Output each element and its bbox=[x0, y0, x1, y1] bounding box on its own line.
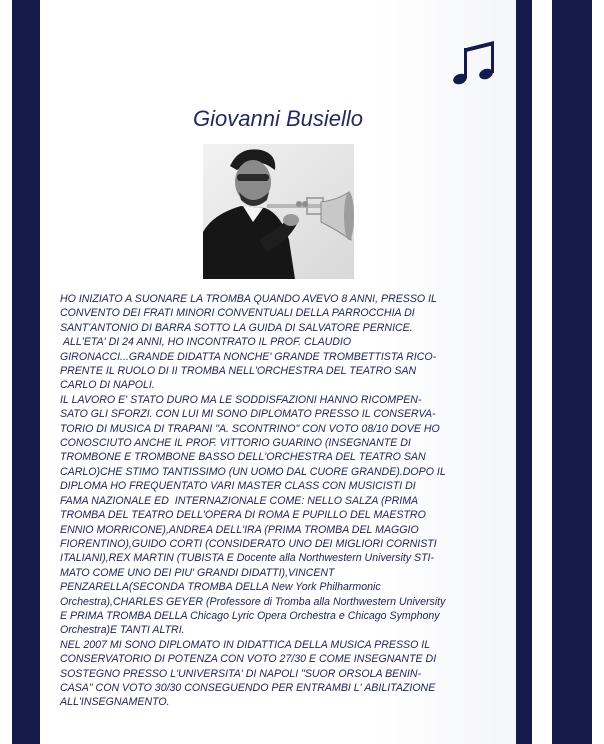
page-title: Giovanni Busiello bbox=[193, 106, 363, 131]
bio-line: CARLO)CHE STIMO TANTISSIMO (UN UOMO DAL CUORE GRANDE).DOPO IL bbox=[60, 465, 446, 478]
bio-line: TROMBA DEL TEATRO DELL'OPERA DI ROMA E PUPILLO DEL MAESTRO bbox=[60, 509, 426, 522]
bio-line: IL LAVORO E' STATO DURO MA LE SODDISFAZIONI HANNO RICOMPEN- bbox=[60, 393, 422, 406]
bio-line: DIPLOMA HO FREQUENTATO VARI MASTER CLASS CON MUSICISTI DI bbox=[60, 480, 416, 493]
right-border-stripe-outer bbox=[552, 0, 592, 744]
bio-line: ITALIANI),REX MARTIN (TUBISTA E Docente alla Northwestern University STI- bbox=[60, 552, 435, 565]
bio-line: HO INIZIATO A SUONARE LA TROMBA QUANDO AVEVO 8 ANNI, PRESSO IL bbox=[60, 293, 437, 305]
portrait-photo bbox=[203, 144, 354, 279]
bio-line: GIRONACCI...GRANDE DIDATTA NONCHE' GRANDE TROMBETTISTA RICO- bbox=[60, 350, 437, 363]
bio-line: TORIO DI MUSICA DI TRAPANI "A. SCONTRINO" CON VOTO 08/10 DOVE HO bbox=[60, 422, 440, 435]
bio-line: CARLO DI NAPOLI. bbox=[60, 379, 155, 392]
bio-line: ENNIO MORRICONE),ANDREA DELL'IRA (PRIMA TROMBA DEL MAGGIO bbox=[60, 523, 419, 536]
bio-line: Orchestra)E TANTI ALTRI. bbox=[60, 624, 185, 637]
bio-line: SANT'ANTONIO DI BARRA SOTTO LA GUIDA DI SALVATORE PERNICE. bbox=[60, 321, 413, 334]
bio-line: ALL'ETA' DI 24 ANNI, HO INCONTRATO IL PROF. CLAUDIO bbox=[60, 336, 352, 349]
bio-line: CASA" CON VOTO 30/30 CONSEGUENDO PER ENTRAMBI L' ABILITAZIONE bbox=[60, 681, 436, 694]
bio-line: MATO COME UNO DEI PIU' GRANDI DIDATTI),VINCENT bbox=[60, 566, 335, 579]
bio-line: SATO GLI SFORZI. CON LUI MI SONO DIPLOMATO PRESSO IL CONSERVA- bbox=[60, 408, 436, 421]
portrait-image bbox=[203, 144, 354, 279]
bio-line: CONOSCIUTO ANCHE IL PROF. VITTORIO GUARINO (INSEGNANTE DI bbox=[60, 437, 411, 450]
bio-line: CONSERVATORIO DI POTENZA CON VOTO 27/30 E COME INSEGNANTE DI bbox=[60, 653, 437, 666]
bio-line: CONVENTO DEI FRATI MINORI CONVENTUALI DELLA PARROCCHIA DI bbox=[60, 307, 415, 320]
bio-line: FIORENTINO),GUIDO CORTI (CONSIDERATO UNO DEI MIGLIORI CORNISTI bbox=[60, 537, 437, 550]
biography-text bbox=[60, 292, 510, 710]
bio-line: SOSTEGNO PRESSO L'UNIVERSITA' DI NAPOLI "SUOR ORSOLA BENIN- bbox=[60, 667, 422, 680]
bio-line: PRENTE IL RUOLO DI II TROMBA NELL'ORCHESTRA DEL TEATRO SAN bbox=[60, 365, 417, 378]
bio-line: E PRIMA TROMBA DELLA Chicago Lyric Opera Orchestra e Chicago Symphony bbox=[60, 609, 440, 622]
music-note-icon bbox=[452, 38, 498, 88]
bio-line: NEL 2007 MI SONO DIPLOMATO IN DIDATTICA DELLA MUSICA PRESSO IL bbox=[60, 638, 431, 651]
bio-line: TROMBONE E TROMBONE BASSO DELL'ORCHESTRA DEL TEATRO SAN bbox=[60, 451, 426, 464]
bio-line: ALL'INSEGNAMENTO. bbox=[60, 696, 170, 709]
bio-line: Orchestra),CHARLES GEYER (Professore di Tromba alla Northwestern University bbox=[60, 595, 446, 608]
bio-line: FAMA NAZIONALE ED INTERNAZIONALE COME: NELLO SALZA (PRIMA bbox=[60, 494, 419, 507]
bio-line: PENZARELLA(SECONDA TROMBA DELLA New York Philharmonic bbox=[60, 581, 381, 594]
